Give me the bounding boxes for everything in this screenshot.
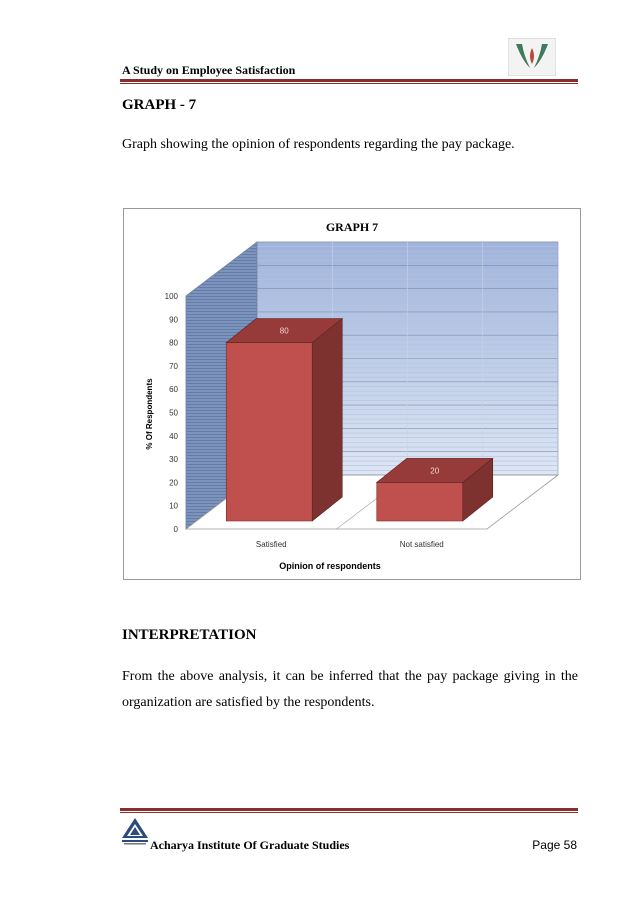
- y-tick-label: 20: [169, 478, 178, 488]
- x-tick-label: Satisfied: [255, 540, 287, 549]
- y-tick-label: 70: [169, 361, 178, 371]
- header-rule-thin: [120, 83, 578, 84]
- interpretation-heading: INTERPRETATION: [122, 627, 257, 643]
- y-tick-label: 30: [169, 455, 178, 465]
- bar-side: [312, 319, 342, 521]
- data-label: 80: [279, 326, 289, 336]
- y-tick-label: 50: [169, 408, 178, 418]
- bar-front: [377, 482, 463, 521]
- y-tick-label: 10: [169, 501, 178, 511]
- interpretation-text: From the above analysis, it can be inferred that the pay package giving in the organization are satisfied by the respondents.: [122, 669, 578, 710]
- y-axis-label: % Of Respondents: [145, 378, 154, 450]
- bar-chart: [124, 209, 580, 579]
- graph-heading: GRAPH - 7: [122, 97, 197, 113]
- y-tick-label: 0: [173, 525, 178, 534]
- y-tick-label: 80: [169, 338, 178, 348]
- y-tick-label: 90: [169, 315, 178, 325]
- footer-institute: Acharya Institute Of Graduate Studies: [150, 838, 350, 852]
- y-tick-label: 40: [169, 431, 178, 441]
- y-tick-label: 60: [169, 385, 178, 395]
- footer-rule-thin: [120, 812, 578, 813]
- header-title: A Study on Employee Satisfaction: [122, 63, 296, 77]
- footer-rule: [120, 808, 578, 811]
- chart-container: [123, 208, 581, 580]
- footer-page-number: Page 58: [532, 838, 577, 852]
- institute-logo-icon: [508, 38, 556, 76]
- acharya-emblem-icon: [120, 816, 150, 848]
- data-label: 20: [430, 466, 440, 476]
- y-tick-label: 100: [164, 292, 178, 301]
- graph-caption: Graph showing the opinion of respondents regarding the pay package.: [122, 137, 515, 152]
- x-tick-label: Not satisfied: [399, 540, 444, 549]
- bar-front: [226, 343, 312, 521]
- x-axis-label: Opinion of respondents: [279, 561, 381, 571]
- header-rule: [120, 79, 578, 82]
- chart-title: GRAPH 7: [325, 220, 379, 234]
